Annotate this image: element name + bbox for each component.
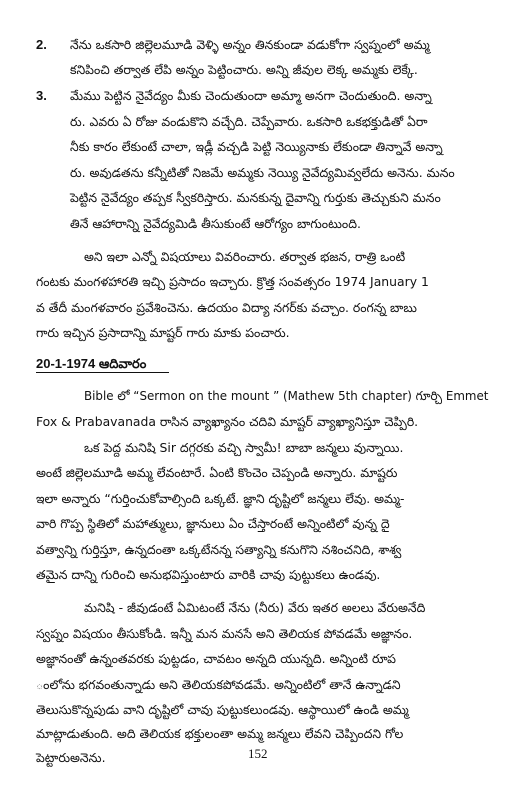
text-line: [0, 384, 520, 408]
heading-underline: [36, 372, 169, 373]
line-text: అని ఇలా ఎన్నో విషయాలు వివరించారు. తర్వాత భజన, రాత్రి ఒంటి: [84, 249, 406, 264]
line-text: మేము పెట్టిన నైవేద్యం మీకు చెందుతుందా అమ్మా అనగా చెందుతుంది. అన్నా: [70, 88, 432, 103]
line-text: ఇలా అన్నారు “గుర్తించుకోవాల్సింది ఒక్కటే. జ్ఞాని దృష్టిలో జన్మలు లేవు. అమ్మ-: [36, 491, 405, 506]
line-text: అజ్ఞానంతో ఉన్నంతవరకు పుట్టడం, చావటం అన్నది యున్నది. అన్నింటి రూప: [36, 651, 396, 666]
line-text: వ తేదీ మంగళవారం ప్రవేశించెను. ఉదయం విద్యా నగర్‌కు వచ్చాం. రంగన్న బాబు: [36, 300, 417, 315]
line-text: గారు ఇచ్చిన ప్రసాదాన్ని మాష్టర్ గారు మాకు పంచారు.: [36, 325, 290, 340]
line-text: తెలుసుకొన్నపుడు వాని దృష్టిలో చావు పుట్టుకలుండవు. ఆస్థాయిలో ఉండి అమ్మ: [36, 702, 409, 717]
text-line: [0, 722, 520, 746]
text-line: [0, 673, 520, 697]
text-line: [0, 296, 520, 320]
text-line: [0, 212, 520, 236]
line-text: పెట్టిన నైవేద్యం తప్పక స్వీకరిస్తారు. మనకున్న దైవాన్ని గుర్తుకు తెచ్చుకుని మనం: [70, 190, 441, 205]
line-text: ంలోను భగవంతున్నాడు అని తెలియకపోవడమే. అన్నింటిలో తానే ఉన్నాడని: [36, 677, 401, 692]
list-number: 2.: [36, 37, 47, 52]
text-line: [0, 84, 520, 108]
line-text: రు. ఎవరు ఏ రోజు వండుకొని వచ్చేది. చెప్పేవారు. ఒకసారి ఒకభక్తుడితో ఏరా: [70, 114, 428, 129]
line-text: నీకు కారం లేకుంటే చాలా, ఇడ్లీ వచ్చడి పెట్టి నెయ్యినాకు లేకుండా తిన్నావే అన్నా: [70, 139, 443, 154]
line-text: అంటే జిల్లెలమూడి అమ్మ లేవంటారే. ఏంటి కొంచెం చెప్పండి అన్నారు. మాష్టరు: [36, 465, 398, 480]
text-line: [0, 58, 520, 82]
line-text: వత్వాన్ని గుర్తిస్తూ, ఉన్నదంతా ఒక్కటేనన్న సత్యాన్ని కనుగొని నశించనిది, శాశ్వ: [36, 542, 402, 557]
line-text: రు. అవుడతను కన్నీటితో నిజమే అమ్మకు నెయ్యి నైవేద్యమివ్వలేదు అనెను. మనం: [70, 165, 455, 180]
text-line: [0, 538, 520, 562]
text-line: [0, 135, 520, 159]
line-text: ఒక పెద్ద మనిషి Sir దగ్గరకు వచ్చి స్వామీ! బాబా జన్మలు వున్నాయి.: [84, 440, 404, 455]
text-line: [0, 321, 520, 345]
text-line: [0, 698, 520, 722]
line-text: Fox & Prabavanada రాసిన వ్యాఖ్యానం చదివి మాష్టర్ వ్యాఖ్యానిస్తూ చెప్పిరి.: [36, 414, 419, 429]
text-line: [0, 186, 520, 210]
line-text: Bible లో “Sermon on the mount ” (Mathew 5th chapter) గూర్చి Emmet: [84, 388, 489, 403]
section-heading-row: [0, 352, 520, 376]
text-line: [0, 410, 520, 434]
line-text: తమైన దాన్ని గురించి అనుభవిస్తుంటారు వారికి చావు పుట్టుకలు ఉండవు.: [36, 567, 381, 582]
text-line: [0, 245, 520, 269]
line-text: తినే ఆహారాన్ని నైవేద్యమిడి తీసుకుంటే ఆరోగ్యం బాగుంటుంది.: [70, 216, 361, 231]
text-line: [0, 33, 520, 57]
text-line: [0, 563, 520, 587]
line-text: వారి గొప్ప స్థితిలో మహాత్ములు, జ్ఞానులు ఏం చేస్తారంటే అన్నింటిలో వున్న దై: [36, 516, 390, 531]
line-text: స్వప్నం విషయం తీసుకోండి. ఇన్నీ మన మనసే అని తెలియక పోవడమే అజ్ఞానం.: [36, 626, 413, 641]
text-line: [0, 647, 520, 671]
text-line: [0, 622, 520, 646]
page-number: 152: [248, 746, 268, 761]
text-line: [0, 487, 520, 511]
text-line: [0, 746, 200, 770]
text-line: [0, 512, 520, 536]
line-text: మనిషి - జీవుడంటే ఏమిటంటే నేను (నీరు) వేరు ఇతర అలలు వేరుఅనేది: [84, 600, 426, 615]
list-number: 3.: [36, 88, 47, 103]
line-text: కనిపించి తర్వాత లేపి అన్నం పెట్టించారు. అన్ని జీవుల లెక్క అమ్మకు లెక్కే.: [70, 62, 418, 77]
line-text: మాట్లాడుతుంది. అది తెలియక భక్తులంతా అమ్మ జన్మలు లేవని చెప్పిందని గోల: [36, 726, 404, 741]
line-text: పెట్టారుఅనెను.: [36, 750, 106, 765]
line-text: నేను ఒకసారి జిల్లెలమూడి వెళ్ళి అన్నం తినకుండా వడుకోగా స్వప్నంలో అమ్మ: [70, 37, 430, 52]
line-text: గంటకు మంగళహారతి ఇచ్చి ప్రసాదం ఇచ్చారు. క్రొత్త సంవత్సరం 1974 January 1: [36, 274, 429, 289]
text-line: [0, 270, 520, 294]
section-heading: 20-1-1974 ఆదివారం: [36, 356, 147, 371]
text-line: [0, 461, 520, 485]
text-line: [0, 161, 520, 185]
text-line: [0, 110, 520, 134]
text-line: [0, 596, 520, 620]
text-line: [0, 436, 520, 460]
